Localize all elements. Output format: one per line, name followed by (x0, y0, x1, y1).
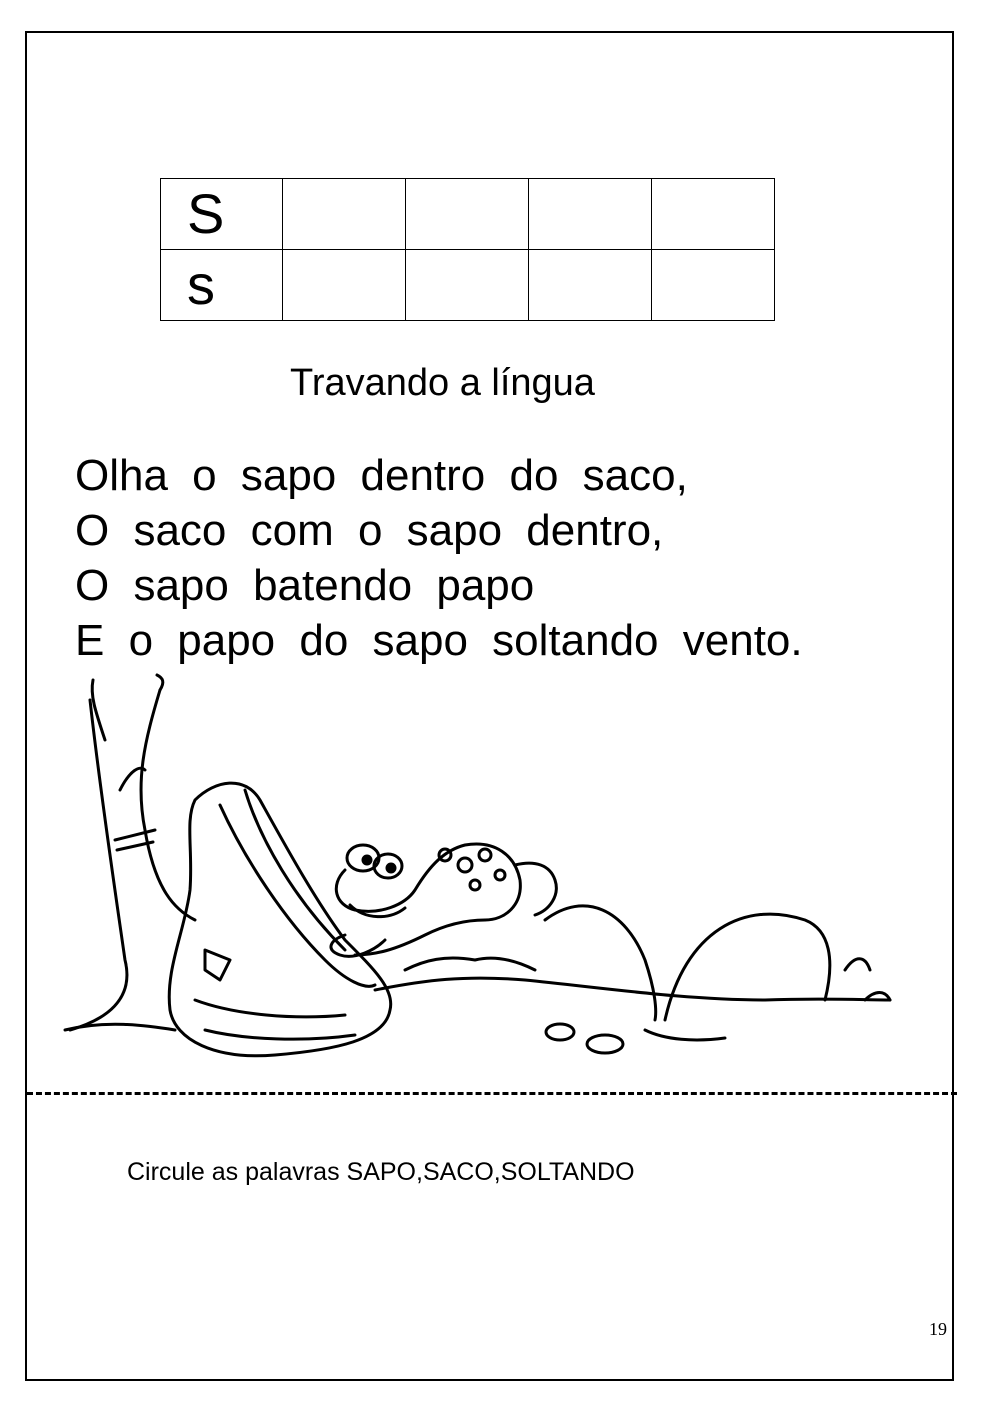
letter-practice-grid (160, 178, 775, 321)
practice-cell[interactable] (529, 250, 652, 321)
poem-line: Olha o sapo dentro do saco, (75, 451, 688, 500)
tree-trunk-right (141, 690, 195, 920)
tree-trunk (70, 700, 127, 1030)
uppercase-letter-cell: S (161, 179, 283, 250)
lowercase-row (161, 250, 775, 321)
practice-cell[interactable] (283, 179, 406, 250)
page-title (0, 362, 983, 405)
water-splash (545, 906, 656, 1020)
practice-cell[interactable] (652, 179, 775, 250)
practice-cell[interactable] (406, 179, 529, 250)
page-number: 19 (929, 1319, 947, 1339)
poem-line: E o papo do sapo soltando vento. (75, 616, 803, 665)
poem-line: O sapo batendo papo (75, 561, 535, 610)
lowercase-letter-cell: s (161, 250, 283, 321)
title-text: Travando a língua (290, 362, 595, 404)
practice-cell[interactable] (406, 250, 529, 321)
instruction-text: Circule as palavras SAPO,SACO,SOLTANDO (127, 1158, 635, 1186)
stone (546, 1024, 574, 1040)
dashed-cut-line (27, 1092, 957, 1095)
frog-in-sack-icon (45, 670, 935, 1080)
practice-cell[interactable] (283, 250, 406, 321)
practice-cell[interactable] (529, 179, 652, 250)
uppercase-row (161, 179, 775, 250)
practice-cell[interactable] (652, 250, 775, 321)
tongue-twister-poem (75, 448, 803, 668)
poem-line: O saco com o sapo dentro, (75, 506, 664, 555)
